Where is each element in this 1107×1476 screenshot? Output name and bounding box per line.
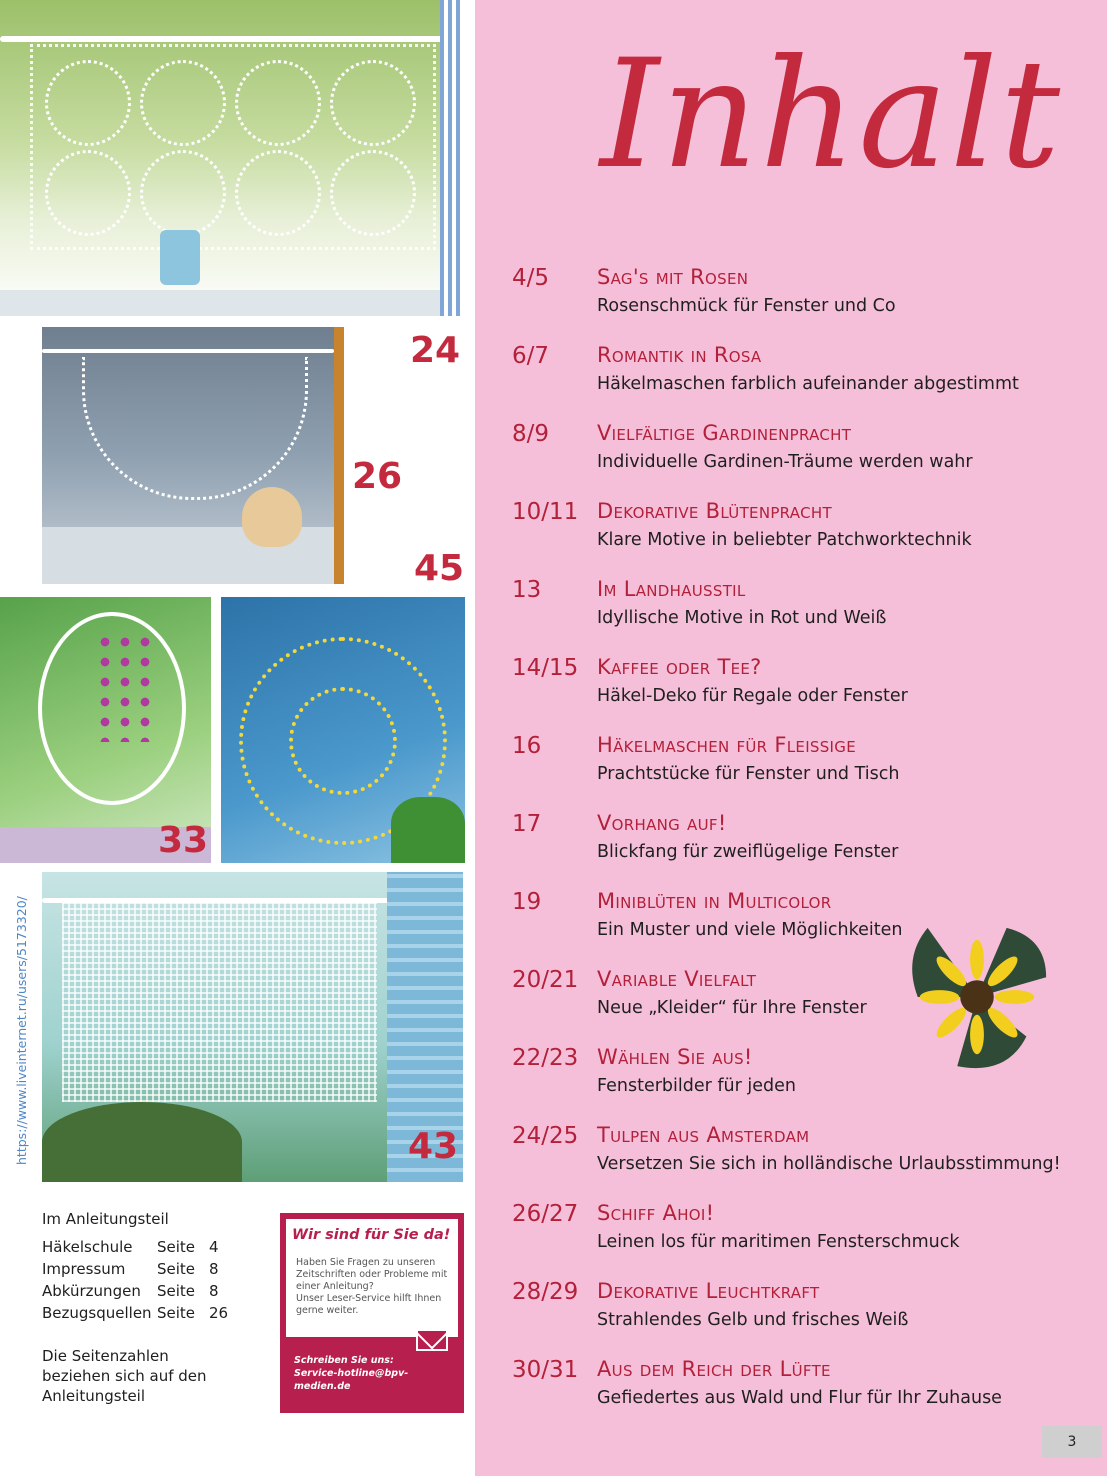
checked-curtain [440, 0, 463, 316]
toc-entry[interactable] [512, 655, 1102, 733]
toc-subtitle: Häkel-Deko für Regale oder Fenster [597, 686, 908, 706]
reader-service-box [280, 1213, 464, 1413]
note-line: beziehen sich auf den [42, 1367, 207, 1385]
toc-page-number: 13 [512, 577, 542, 603]
toc-page-number: 14/15 [512, 655, 579, 681]
mail-icon [416, 1329, 448, 1351]
lace-motif [330, 150, 416, 236]
contact-line: Schreiben Sie uns: [294, 1355, 394, 1366]
toc-subtitle: Fensterbilder für jeden [597, 1076, 796, 1096]
toc-subtitle: Prachtstücke für Fenster und Tisch [597, 764, 900, 784]
lace-motif [235, 150, 321, 236]
toc-title: Vielfältige Gardinenpracht [597, 421, 852, 445]
toc-title: Dekorative Blütenpracht [597, 499, 832, 523]
instructions-heading: Im Anleitungsteil [42, 1210, 169, 1228]
toc-title: Miniblüten in Multicolor [597, 889, 832, 913]
service-line: einer Anleitung? [296, 1281, 374, 1292]
lace-motif [330, 60, 416, 146]
toc-title: Variable Vielfalt [597, 967, 757, 991]
row-word: Seite [157, 1304, 196, 1322]
photo-lace-curtain-flowers [0, 0, 463, 316]
toc-subtitle: Strahlendes Gelb und frisches Weiß [597, 1310, 909, 1330]
toc-page-number: 28/29 [512, 1279, 579, 1305]
table-row [42, 1280, 228, 1302]
blue-jug [160, 230, 200, 285]
table-row [42, 1302, 228, 1324]
filet-curtain [62, 902, 377, 1102]
toc-subtitle: Gefiedertes aus Wald und Flur für Ihr Zuhause [597, 1388, 1002, 1408]
toc-entry[interactable] [512, 343, 1102, 421]
photo-page-label: 26 [352, 456, 403, 497]
toc-page-number: 10/11 [512, 499, 579, 525]
toc-subtitle: Rosenschmück für Fenster und Co [597, 296, 896, 316]
toc-title: Romantik in Rosa [597, 343, 762, 367]
service-body [296, 1257, 456, 1317]
note-line: Anleitungsteil [42, 1387, 146, 1405]
orchid-flowers [95, 632, 155, 742]
lace-motif [45, 60, 131, 146]
page-number: 3 [1042, 1426, 1102, 1458]
row-name: Bezugsquellen [42, 1304, 152, 1322]
row-page: 8 [209, 1282, 219, 1300]
plant [42, 1102, 242, 1182]
table-of-contents [512, 265, 1102, 1435]
crochet-flower-icon [898, 918, 1056, 1076]
toc-entry[interactable] [512, 577, 1102, 655]
service-line: Zeitschriften oder Probleme mit [296, 1269, 448, 1280]
toc-page-number: 6/7 [512, 343, 550, 369]
page-title: Inhalt [600, 28, 1063, 202]
toc-page-number: 20/21 [512, 967, 579, 993]
table-row [42, 1258, 228, 1280]
contact-email[interactable]: medien.de [294, 1381, 351, 1392]
source-url[interactable]: https://www.liveinternet.ru/users/5173320/ [14, 896, 29, 1165]
toc-title: Kaffee oder Tee? [597, 655, 762, 679]
toc-subtitle: Versetzen Sie sich in holländische Urlaubsstimmung! [597, 1154, 1061, 1174]
doily-center [289, 687, 397, 795]
toc-page-number: 30/31 [512, 1357, 579, 1383]
photo-page-label: 24 [410, 330, 461, 371]
toc-title: Aus dem Reich der Lüfte [597, 1357, 831, 1381]
contact-email[interactable]: Service-hotline@bpv- [294, 1368, 409, 1379]
toc-page-number: 26/27 [512, 1201, 579, 1227]
row-name: Impressum [42, 1260, 126, 1278]
toc-page-number: 24/25 [512, 1123, 579, 1149]
toc-subtitle: Leinen los für maritimen Fensterschmuck [597, 1232, 960, 1252]
toc-title: Häkelmaschen für Fleissige [597, 733, 856, 757]
photo-fan-curtain [42, 327, 344, 584]
toc-subtitle: Individuelle Gardinen-Träume werden wahr [597, 452, 973, 472]
toc-subtitle: Blickfang für zweiflügelige Fenster [597, 842, 899, 862]
toc-title: Dekorative Leuchtkraft [597, 1279, 820, 1303]
instructions-table [42, 1236, 228, 1324]
row-word: Seite [157, 1238, 196, 1256]
toc-subtitle: Häkelmaschen farblich aufeinander abgestimmt [597, 374, 1019, 394]
lace-motif [140, 60, 226, 146]
plant [391, 797, 465, 863]
toc-page-number: 16 [512, 733, 542, 759]
toc-subtitle: Idyllische Motive in Rot und Weiß [597, 608, 887, 628]
toc-entry[interactable] [512, 265, 1102, 343]
row-page: 8 [209, 1260, 219, 1278]
row-word: Seite [157, 1282, 196, 1300]
toc-page-number: 4/5 [512, 265, 550, 291]
lace-motif [235, 60, 321, 146]
toc-entry[interactable] [512, 811, 1102, 889]
service-line: gerne weiter. [296, 1305, 359, 1316]
row-name: Abkürzungen [42, 1282, 141, 1300]
row-name: Häkelschule [42, 1238, 133, 1256]
toc-page-number: 17 [512, 811, 542, 837]
toc-title: Vorhang auf! [597, 811, 727, 835]
toc-title: Tulpen aus Amsterdam [597, 1123, 810, 1147]
photo-page-label: 33 [158, 820, 209, 861]
lace-motif [140, 150, 226, 236]
service-contact[interactable] [286, 1337, 458, 1407]
toc-page-number: 22/23 [512, 1045, 579, 1071]
toc-entry[interactable] [512, 1357, 1102, 1435]
toc-title: Im Landhausstil [597, 577, 746, 601]
lace-fan [82, 357, 308, 500]
instructions-note [42, 1346, 267, 1406]
toc-entry[interactable] [512, 1123, 1102, 1201]
photo-page-label: 43 [408, 1126, 459, 1167]
toc-title: Wählen Sie aus! [597, 1045, 753, 1069]
photo-yellow-doily [221, 597, 465, 863]
note-line: Die Seitenzahlen [42, 1347, 169, 1365]
row-page: 26 [209, 1304, 229, 1322]
toc-subtitle: Ein Muster und viele Möglichkeiten [597, 920, 903, 940]
toc-entry[interactable] [512, 733, 1102, 811]
row-word: Seite [157, 1260, 196, 1278]
photo-page-label: 45 [414, 548, 465, 589]
toc-subtitle: Klare Motive in beliebter Patchworktechnik [597, 530, 972, 550]
service-line: Unser Leser-Service hilft Ihnen [296, 1293, 442, 1304]
toc-entry[interactable] [512, 1279, 1102, 1357]
photo-maritime-curtain [42, 872, 463, 1182]
chicken-figure [242, 487, 302, 547]
service-line: Haben Sie Fragen zu unseren [296, 1257, 436, 1268]
toc-title: Schiff Ahoi! [597, 1201, 715, 1225]
curtain-rod [42, 349, 334, 353]
window-sill [0, 290, 463, 316]
curtain-rod [0, 36, 463, 42]
instructions-box [42, 1210, 267, 1406]
table-row [42, 1236, 228, 1258]
row-page: 4 [209, 1238, 219, 1256]
toc-entry[interactable] [512, 499, 1102, 577]
toc-page-number: 8/9 [512, 421, 550, 447]
toc-entry[interactable] [512, 421, 1102, 499]
toc-page-number: 19 [512, 889, 542, 915]
toc-title: Sag's mit Rosen [597, 265, 749, 289]
service-title: Wir sind für Sie da! [292, 1227, 451, 1243]
lace-motif [45, 150, 131, 236]
toc-subtitle: Neue „Kleider“ für Ihre Fenster [597, 998, 867, 1018]
toc-entry[interactable] [512, 1201, 1102, 1279]
